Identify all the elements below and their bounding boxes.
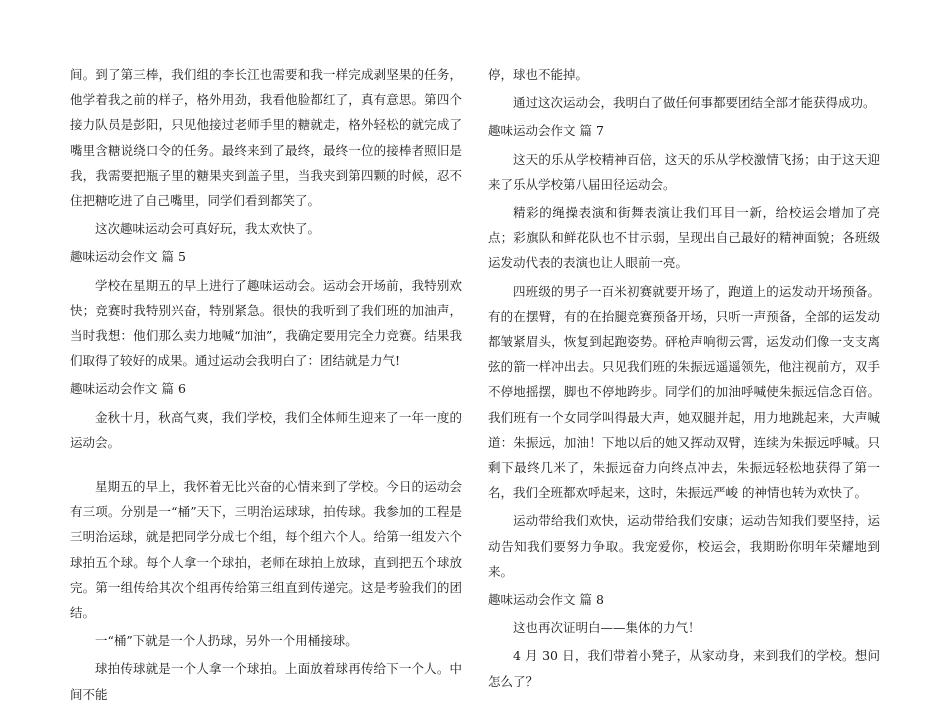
section-heading-5: 趣味运动会作文 篇 5 xyxy=(70,249,186,265)
section-heading-6: 趣味运动会作文 篇 6 xyxy=(70,381,186,397)
paragraph: 星期五的早上，我怀着无比兴奋的心情来到了学校。今日的运动会有三项。分别是一“桶”天下，三明治运球球，拍传球。我参加的工程是三明治运球，就是把同学分成七个组，每个组六个人。给第一组发六个球拍五个球。每个人拿一个球拍，老师在球拍上放球，直到把五个球放完。第一组传给其次个组再传给第三组直到传递完。这是考验我们的团结。 xyxy=(70,479,462,621)
paragraph: 4 月 30 日，我们带着小凳子，从家动身，来到我们的学校。想问怎么了？ xyxy=(488,648,880,689)
paragraph: 这次趣味运动会可真好玩，我太欢快了。 xyxy=(95,221,321,237)
paragraph: 金秋十月，秋高气爽，我们学校，我们全体师生迎来了一年一度的运动会。 xyxy=(70,409,462,450)
paragraph: 通过这次运动会，我明白了做任何事都要团结全部才能获得成功。 xyxy=(513,95,876,111)
paragraph: 四班级的男子一百米初赛就要开场了，跑道上的运发动开场预备。有的在摆臂，有的在抬腿竞赛预备开场，只听一声预备，全部的运发动都皱紧眉头，恢复到起跑姿势。砰枪声响彻云霄，运发动们像一支支离弦的箭一样冲出去。只见我们班的朱振远遥遥领先，他注视前方，双手不停地摇摆，脚也不停地跨步。同学们的加油呼喊使朱振远信念百倍。我们班有一个女同学叫得最大声，她双腿并起，用力地跳起来，大声喊道：朱振远，加油！下地以后的她又挥动双臂，连续为朱振远呼喊。只剩下最终几米了，朱振远奋力向终点冲去，朱振远轻松地获得了第一名，我们全班都欢呼起来，这时，朱振远严峻 的神情也转为欢快了。 xyxy=(488,283,880,501)
spacer xyxy=(70,458,462,474)
paragraph: 这天的乐从学校精神百倍，这天的乐从学校激情飞扬；由于这天迎来了乐从学校第八届田径运动会。 xyxy=(488,151,880,192)
paragraph: 球拍传球就是一个人拿一个球拍。上面放着球再传给下一个人。中间不能 xyxy=(70,661,462,702)
paragraph: 精彩的绳操表演和街舞表演让我们耳目一新，给校运会增加了亮点；彩旗队和鲜花队也不甘示弱，呈现出自己最好的精神面貌；各班级运发动代表的表演也让人眼前一亮。 xyxy=(488,205,880,271)
paragraph: 这也再次证明白——集体的力气！ xyxy=(513,620,701,636)
paragraph: 运动带给我们欢快，运动带给我们安康；运动告知我们要坚持，运动告知我们要努力争取。我宠爱你，校运会，我期盼你明年荣耀地到来。 xyxy=(488,513,880,579)
paragraph: 间。到了第三棒，我们组的李长江也需要和我一样完成剥坚果的任务，他学着我之前的样子，格外用劲，我看他脸都红了，真有意思。第四个接力队员是彭阳，只见他接过老师手里的糖就走，格外轻松的就完成了嘴里含糖说绕口令的任务。最终来到了最终，最终一位的接棒者照旧是我，我需要把瓶子里的糖果夹到盖子里，当我夹到第四颗的时候，忍不住把糖吃进了自己嘴里，同学们看到都笑了。 xyxy=(70,67,462,209)
left-column xyxy=(70,62,462,710)
section-heading-7: 趣味运动会作文 篇 7 xyxy=(488,123,604,139)
right-column xyxy=(488,62,880,697)
section-heading-8: 趣味运动会作文 篇 8 xyxy=(488,592,604,608)
paragraph: 学校在星期五的早上进行了趣味运动会。运动会开场前，我特别欢快；竞赛时我特别兴奋，特别紧急。很快的我听到了我们班的加油声，当时我想：他们那么卖力地喊“加油”，我确定要用完全力竞赛。结果我们取得了较好的成果。通过运动会我明白了：团结就是力气! xyxy=(70,277,462,369)
paragraph: 停，球也不能掉。 xyxy=(488,67,589,82)
paragraph: 一“桶”下就是一个人扔球，另外一个用桶接球。 xyxy=(95,633,358,649)
